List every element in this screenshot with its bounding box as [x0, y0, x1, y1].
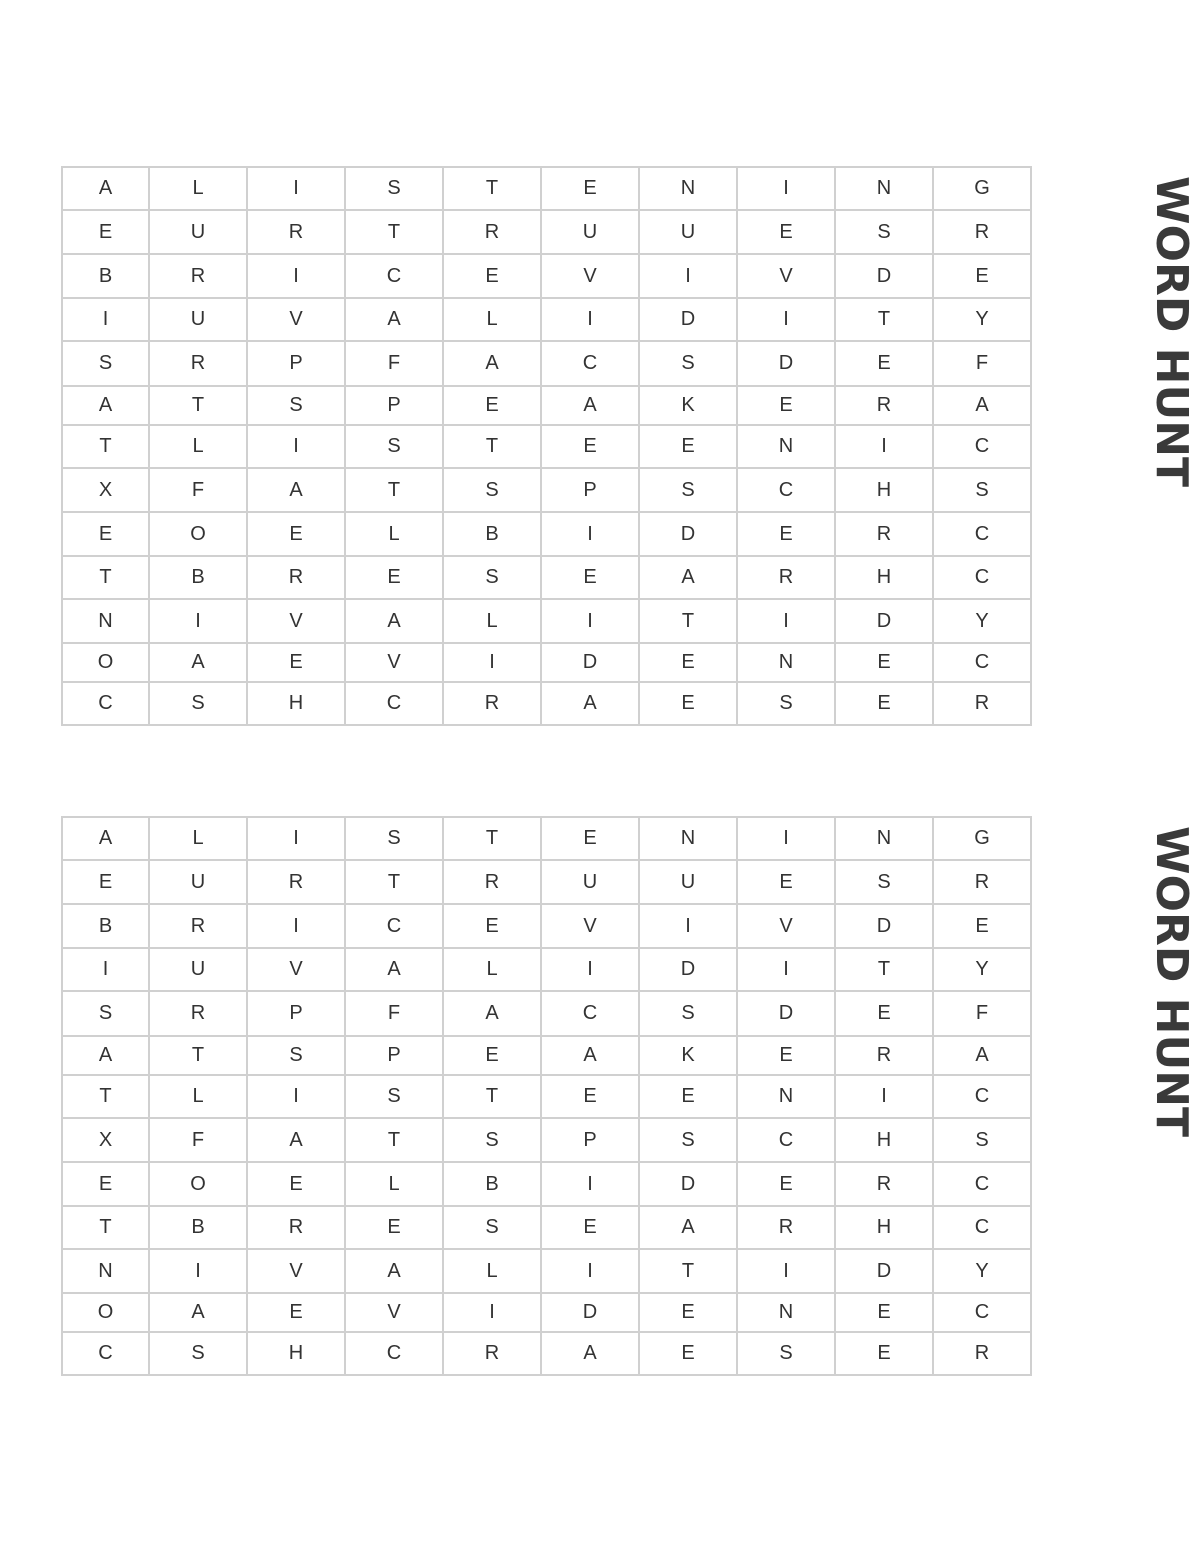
- grid-cell: S: [62, 341, 149, 386]
- grid-row: [62, 817, 1031, 860]
- grid-cell: O: [62, 1293, 149, 1332]
- grid-cell: S: [639, 1118, 737, 1162]
- grid-cell: C: [933, 512, 1031, 556]
- grid-cell: S: [443, 468, 541, 512]
- grid-cell: I: [541, 1249, 639, 1293]
- grid-cell: S: [639, 991, 737, 1036]
- grid-cell: K: [639, 1036, 737, 1075]
- grid-cell: T: [345, 860, 443, 904]
- grid-cell: D: [639, 1162, 737, 1206]
- grid-cell: R: [443, 210, 541, 254]
- grid-row: [62, 948, 1031, 991]
- grid-cell: E: [62, 860, 149, 904]
- grid-cell: C: [737, 468, 835, 512]
- grid-cell: S: [149, 1332, 247, 1375]
- grid-cell: E: [345, 1206, 443, 1249]
- grid-cell: E: [541, 425, 639, 468]
- grid-row: [62, 1075, 1031, 1118]
- grid-cell: I: [247, 817, 345, 860]
- grid-cell: R: [149, 904, 247, 948]
- grid-cell: E: [639, 682, 737, 725]
- grid-cell: N: [639, 817, 737, 860]
- grid-cell: P: [247, 991, 345, 1036]
- grid-cell: T: [443, 817, 541, 860]
- grid-cell: A: [541, 386, 639, 425]
- grid-cell: F: [149, 1118, 247, 1162]
- grid-cell: E: [247, 512, 345, 556]
- grid-cell: N: [737, 1293, 835, 1332]
- grid-cell: R: [149, 991, 247, 1036]
- grid-cell: T: [149, 386, 247, 425]
- grid-cell: R: [835, 386, 933, 425]
- grid-cell: T: [62, 1206, 149, 1249]
- grid-cell: B: [62, 254, 149, 298]
- grid-cell: V: [541, 904, 639, 948]
- grid-cell: S: [639, 468, 737, 512]
- grid-cell: E: [345, 556, 443, 599]
- grid-cell: F: [345, 991, 443, 1036]
- grid-cell: T: [149, 1036, 247, 1075]
- grid-cell: R: [933, 1332, 1031, 1375]
- grid-cell: E: [639, 1332, 737, 1375]
- grid-cell: R: [247, 210, 345, 254]
- grid-cell: E: [835, 682, 933, 725]
- grid-cell: C: [933, 1206, 1031, 1249]
- grid-cell: I: [247, 904, 345, 948]
- grid-cell: E: [933, 904, 1031, 948]
- grid-cell: E: [541, 556, 639, 599]
- grid-row: [62, 991, 1031, 1036]
- grid-cell: D: [737, 341, 835, 386]
- grid-cell: I: [247, 425, 345, 468]
- grid-cell: L: [345, 1162, 443, 1206]
- grid-cell: L: [443, 948, 541, 991]
- grid-cell: A: [443, 341, 541, 386]
- grid-cell: O: [62, 643, 149, 682]
- grid-cell: S: [933, 1118, 1031, 1162]
- grid-cell: I: [149, 599, 247, 643]
- grid-cell: R: [443, 682, 541, 725]
- grid-cell: O: [149, 1162, 247, 1206]
- grid-cell: E: [541, 1206, 639, 1249]
- grid-cell: I: [247, 167, 345, 210]
- grid-cell: R: [443, 1332, 541, 1375]
- grid-cell: A: [541, 682, 639, 725]
- grid-cell: E: [541, 817, 639, 860]
- grid-cell: B: [443, 1162, 541, 1206]
- grid-cell: P: [541, 1118, 639, 1162]
- grid-cell: R: [835, 1162, 933, 1206]
- grid-cell: R: [247, 860, 345, 904]
- grid-cell: H: [835, 1206, 933, 1249]
- grid-cell: K: [639, 386, 737, 425]
- grid-cell: A: [933, 386, 1031, 425]
- grid-cell: T: [639, 599, 737, 643]
- grid-cell: E: [835, 341, 933, 386]
- grid-cell: S: [835, 210, 933, 254]
- grid-cell: Y: [933, 948, 1031, 991]
- grid-cell: I: [541, 948, 639, 991]
- grid-cell: A: [345, 599, 443, 643]
- grid-cell: D: [541, 643, 639, 682]
- grid-cell: F: [933, 991, 1031, 1036]
- grid-row: [62, 167, 1031, 210]
- grid-cell: E: [737, 860, 835, 904]
- grid-cell: N: [737, 643, 835, 682]
- grid-cell: C: [933, 1293, 1031, 1332]
- grid-cell: U: [149, 860, 247, 904]
- grid-cell: R: [933, 860, 1031, 904]
- grid-row: [62, 468, 1031, 512]
- grid-cell: D: [835, 254, 933, 298]
- grid-cell: E: [443, 904, 541, 948]
- grid-cell: A: [541, 1036, 639, 1075]
- grid-row: [62, 512, 1031, 556]
- grid-cell: L: [443, 599, 541, 643]
- grid-cell: C: [933, 1162, 1031, 1206]
- grid-cell: A: [933, 1036, 1031, 1075]
- grid-cell: D: [639, 948, 737, 991]
- grid-cell: S: [345, 817, 443, 860]
- grid-row: [62, 556, 1031, 599]
- grid-cell: F: [149, 468, 247, 512]
- grid-cell: I: [62, 298, 149, 341]
- grid-cell: R: [835, 1036, 933, 1075]
- grid-cell: I: [443, 643, 541, 682]
- grid-cell: T: [443, 167, 541, 210]
- grid-cell: E: [737, 1162, 835, 1206]
- grid-cell: R: [933, 682, 1031, 725]
- grid-cell: E: [737, 512, 835, 556]
- grid-cell: G: [933, 817, 1031, 860]
- grid-cell: V: [247, 948, 345, 991]
- grid-cell: S: [247, 386, 345, 425]
- grid-cell: E: [639, 1075, 737, 1118]
- grid-cell: N: [835, 167, 933, 210]
- grid-cell: S: [345, 167, 443, 210]
- grid-cell: E: [835, 643, 933, 682]
- grid-cell: A: [149, 643, 247, 682]
- grid-cell: A: [541, 1332, 639, 1375]
- grid-cell: B: [443, 512, 541, 556]
- grid-row: [62, 599, 1031, 643]
- grid-cell: L: [443, 298, 541, 341]
- grid-cell: E: [639, 643, 737, 682]
- grid-cell: V: [345, 1293, 443, 1332]
- grid-cell: L: [149, 817, 247, 860]
- grid-cell: U: [149, 210, 247, 254]
- grid-cell: F: [345, 341, 443, 386]
- grid-cell: I: [443, 1293, 541, 1332]
- grid-row: [62, 386, 1031, 425]
- letter-grid: [61, 166, 1032, 726]
- grid-cell: L: [345, 512, 443, 556]
- grid-cell: N: [835, 817, 933, 860]
- grid-row: [62, 904, 1031, 948]
- grid-cell: R: [247, 556, 345, 599]
- grid-cell: D: [835, 599, 933, 643]
- grid-cell: E: [247, 643, 345, 682]
- grid-row: [62, 860, 1031, 904]
- grid-cell: T: [62, 425, 149, 468]
- grid-cell: L: [149, 425, 247, 468]
- grid-cell: H: [247, 1332, 345, 1375]
- grid-cell: V: [247, 298, 345, 341]
- grid-cell: E: [639, 1293, 737, 1332]
- grid-row: [62, 1162, 1031, 1206]
- grid-cell: T: [835, 298, 933, 341]
- grid-cell: P: [345, 1036, 443, 1075]
- grid-cell: I: [737, 1249, 835, 1293]
- grid-cell: I: [639, 904, 737, 948]
- grid-cell: C: [541, 991, 639, 1036]
- grid-cell: C: [737, 1118, 835, 1162]
- grid-cell: C: [933, 425, 1031, 468]
- grid-cell: D: [835, 904, 933, 948]
- grid-cell: A: [247, 1118, 345, 1162]
- grid-cell: I: [639, 254, 737, 298]
- grid-cell: V: [247, 1249, 345, 1293]
- grid-cell: L: [149, 1075, 247, 1118]
- grid-cell: L: [443, 1249, 541, 1293]
- grid-cell: A: [639, 1206, 737, 1249]
- grid-cell: B: [149, 556, 247, 599]
- grid-cell: Y: [933, 1249, 1031, 1293]
- grid-cell: U: [639, 210, 737, 254]
- grid-cell: E: [247, 1162, 345, 1206]
- grid-cell: P: [541, 468, 639, 512]
- grid-cell: I: [247, 254, 345, 298]
- grid-cell: U: [541, 860, 639, 904]
- grid-cell: H: [247, 682, 345, 725]
- grid-cell: E: [62, 512, 149, 556]
- grid-cell: D: [737, 991, 835, 1036]
- grid-cell: N: [62, 1249, 149, 1293]
- grid-cell: A: [345, 948, 443, 991]
- grid-cell: R: [835, 512, 933, 556]
- grid-cell: S: [443, 1206, 541, 1249]
- grid-cell: T: [639, 1249, 737, 1293]
- grid-cell: N: [62, 599, 149, 643]
- grid-cell: I: [541, 512, 639, 556]
- grid-cell: E: [737, 210, 835, 254]
- grid-cell: S: [62, 991, 149, 1036]
- grid-cell: E: [835, 1332, 933, 1375]
- grid-cell: V: [737, 254, 835, 298]
- grid-cell: E: [541, 167, 639, 210]
- grid-cell: A: [149, 1293, 247, 1332]
- grid-cell: T: [345, 1118, 443, 1162]
- grid-cell: L: [149, 167, 247, 210]
- grid-cell: E: [737, 1036, 835, 1075]
- grid-row: [62, 682, 1031, 725]
- grid-cell: I: [835, 425, 933, 468]
- grid-cell: S: [835, 860, 933, 904]
- grid-cell: R: [443, 860, 541, 904]
- grid-cell: V: [541, 254, 639, 298]
- grid-cell: H: [835, 556, 933, 599]
- grid-cell: N: [639, 167, 737, 210]
- grid-cell: Y: [933, 298, 1031, 341]
- grid-row: [62, 425, 1031, 468]
- grid-row: [62, 210, 1031, 254]
- grid-cell: P: [345, 386, 443, 425]
- grid-cell: S: [639, 341, 737, 386]
- grid-cell: O: [149, 512, 247, 556]
- grid-cell: A: [345, 298, 443, 341]
- grid-cell: R: [737, 556, 835, 599]
- letter-grid: [61, 816, 1032, 1376]
- grid-cell: I: [541, 599, 639, 643]
- grid-row: [62, 254, 1031, 298]
- grid-cell: C: [62, 1332, 149, 1375]
- grid-cell: E: [835, 991, 933, 1036]
- grid-cell: S: [737, 1332, 835, 1375]
- grid-cell: G: [933, 167, 1031, 210]
- grid-cell: X: [62, 1118, 149, 1162]
- grid-cell: A: [639, 556, 737, 599]
- grid-cell: T: [62, 1075, 149, 1118]
- grid-cell: B: [149, 1206, 247, 1249]
- grid-cell: D: [835, 1249, 933, 1293]
- grid-cell: E: [639, 425, 737, 468]
- grid-row: [62, 1293, 1031, 1332]
- grid-row: [62, 1036, 1031, 1075]
- grid-row: [62, 1332, 1031, 1375]
- grid-cell: E: [443, 254, 541, 298]
- puzzle-title: WORD HUNT: [1146, 176, 1197, 488]
- grid-cell: R: [149, 254, 247, 298]
- grid-cell: R: [737, 1206, 835, 1249]
- grid-cell: E: [737, 386, 835, 425]
- grid-cell: T: [443, 425, 541, 468]
- grid-cell: X: [62, 468, 149, 512]
- grid-cell: Y: [933, 599, 1031, 643]
- grid-cell: H: [835, 468, 933, 512]
- grid-row: [62, 1249, 1031, 1293]
- grid-cell: A: [62, 817, 149, 860]
- grid-cell: T: [835, 948, 933, 991]
- grid-cell: U: [149, 298, 247, 341]
- grid-cell: E: [443, 1036, 541, 1075]
- puzzle-title: WORD HUNT: [1146, 826, 1197, 1138]
- grid-cell: F: [933, 341, 1031, 386]
- grid-cell: E: [62, 210, 149, 254]
- grid-cell: I: [62, 948, 149, 991]
- grid-cell: C: [933, 1075, 1031, 1118]
- grid-cell: S: [149, 682, 247, 725]
- grid-cell: N: [737, 425, 835, 468]
- grid-cell: I: [149, 1249, 247, 1293]
- grid-cell: A: [62, 386, 149, 425]
- grid-cell: V: [345, 643, 443, 682]
- grid-cell: I: [737, 817, 835, 860]
- grid-cell: T: [443, 1075, 541, 1118]
- grid-cell: E: [835, 1293, 933, 1332]
- grid-cell: E: [541, 1075, 639, 1118]
- grid-cell: V: [737, 904, 835, 948]
- grid-row: [62, 643, 1031, 682]
- grid-cell: I: [737, 948, 835, 991]
- grid-cell: S: [443, 556, 541, 599]
- grid-cell: V: [247, 599, 345, 643]
- grid-row: [62, 298, 1031, 341]
- grid-cell: R: [149, 341, 247, 386]
- grid-cell: I: [737, 298, 835, 341]
- grid-cell: A: [62, 167, 149, 210]
- grid-cell: H: [835, 1118, 933, 1162]
- grid-cell: E: [443, 386, 541, 425]
- grid-cell: C: [345, 682, 443, 725]
- grid-row: [62, 1118, 1031, 1162]
- grid-cell: S: [933, 468, 1031, 512]
- grid-cell: P: [247, 341, 345, 386]
- grid-cell: C: [933, 556, 1031, 599]
- grid-cell: U: [149, 948, 247, 991]
- grid-cell: A: [345, 1249, 443, 1293]
- grid-cell: C: [345, 254, 443, 298]
- grid-cell: C: [62, 682, 149, 725]
- grid-cell: T: [62, 556, 149, 599]
- grid-cell: A: [443, 991, 541, 1036]
- grid-cell: R: [247, 1206, 345, 1249]
- grid-cell: I: [541, 298, 639, 341]
- grid-cell: I: [737, 599, 835, 643]
- grid-cell: C: [933, 643, 1031, 682]
- grid-cell: I: [247, 1075, 345, 1118]
- grid-cell: E: [247, 1293, 345, 1332]
- grid-cell: D: [639, 298, 737, 341]
- grid-cell: I: [835, 1075, 933, 1118]
- grid-row: [62, 341, 1031, 386]
- grid-row: [62, 1206, 1031, 1249]
- grid-cell: D: [639, 512, 737, 556]
- grid-cell: C: [345, 904, 443, 948]
- grid-cell: N: [737, 1075, 835, 1118]
- grid-cell: A: [247, 468, 345, 512]
- grid-cell: I: [541, 1162, 639, 1206]
- grid-cell: S: [247, 1036, 345, 1075]
- grid-cell: T: [345, 468, 443, 512]
- grid-cell: D: [541, 1293, 639, 1332]
- grid-cell: U: [541, 210, 639, 254]
- grid-cell: E: [933, 254, 1031, 298]
- grid-cell: E: [62, 1162, 149, 1206]
- grid-cell: C: [541, 341, 639, 386]
- grid-cell: S: [345, 425, 443, 468]
- grid-cell: A: [62, 1036, 149, 1075]
- grid-cell: B: [62, 904, 149, 948]
- grid-cell: S: [345, 1075, 443, 1118]
- grid-cell: S: [737, 682, 835, 725]
- grid-cell: T: [345, 210, 443, 254]
- grid-cell: R: [933, 210, 1031, 254]
- grid-cell: C: [345, 1332, 443, 1375]
- grid-cell: I: [737, 167, 835, 210]
- grid-cell: U: [639, 860, 737, 904]
- grid-cell: S: [443, 1118, 541, 1162]
